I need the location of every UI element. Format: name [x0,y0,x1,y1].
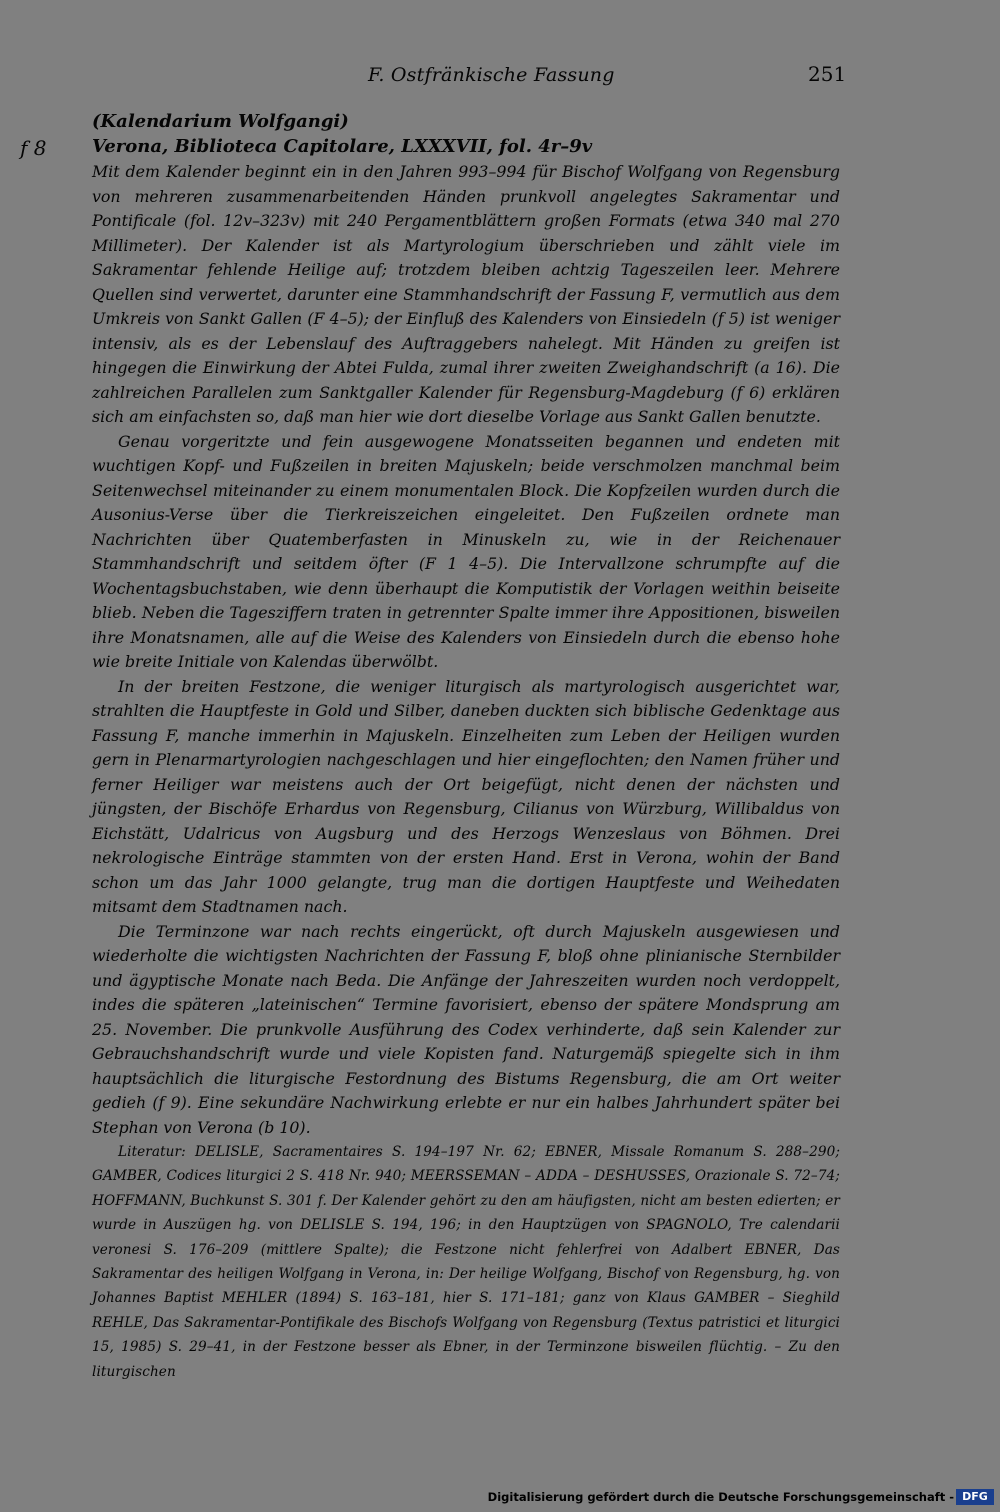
paragraph-description: Mit dem Kalender beginnt ein in den Jahren 993–994 für Bischof Wolfgang von Regensburg von mehreren zusammenarbeitenden Händen prunkvoll angelegtes Sakramentar und Pontificale (fol. 12v–323v) mit 240 Pergamentblättern großen Formats (etwa 340 mal 270 Millimeter). Der Kalender ist als Martyrologium überschrieben und zählt viele im Sakramentar fehlende Heilige auf; trotzdem bleiben achtzig Tageszeilen leer. Mehrere Quellen sind verwertet, darunter eine Stammhandschrift der Fassung F, vermutlich aus dem Umkreis von Sankt Gallen (F 4–5); der Einfluß des Kalenders von Einsiedeln (f 5) ist weniger intensiv, als es der Lebenslauf des Auftraggebers nahelegt. Mit Händen zu greifen ist hingegen die Einwirkung der Abtei Fulda, zumal ihrer zweiten Zweighandschrift (a 16). Die zahlreichen Parallelen zum Sanktgaller Kalender für Regensburg-Magdeburg (f 6) erklären sich am einfachsten so, daß man hier wie dort dieselbe Vorlage aus Sankt Gallen benutzte. [92,162,840,426]
entry-body [92,160,840,1384]
paragraph-festzone: In der breiten Festzone, die weniger liturgisch als martyrologisch ausgerichtet war, strahlten die Hauptfeste in Gold und Silber, daneben duckten sich biblische Gedenktage aus Fassung F, manche immerhin in Majuskeln. Einzelheiten zum Leben der Heiligen wurden gern in Plenarmartyrologien nachgeschlagen und hier eingeflochten; den Namen früher und ferner Heiliger war meistens auch der Ort beigefügt, nicht denen der nächsten und jüngsten, der Bischöfe Erhardus von Regensburg, Cilianus von Würzburg, Willibaldus von Eichstätt, Udalricus von Augsburg und des Herzogs Wenzeslaus von Böhmen. Drei nekrologische Einträge stammten von der ersten Hand. Erst in Verona, wohin der Band schon um das Jahr 1000 gelangte, trug man die dortigen Hauptfeste und Weihedaten mitsamt dem Stadtnamen nach. [92,676,840,916]
paragraph-layout: Genau vorgeritzte und fein ausgewogene Monatsseiten begannen und endeten mit wuchtigen Kopf- und Fußzeilen in breiten Majuskeln; beide verschmolzen manchmal beim Seitenwechsel miteinander zu einem monumentalen Block. Die Kopfzeilen wurden durch die Ausonius-Verse über die Tierkreiszeichen eingeleitet. Den Fußzeilen ordnete man Nachrichten über Quatemberfasten in Minuskeln zu, wie in der Reichenauer Stammhandschrift und seitdem öfter (F 1 4–5). Die Intervallzone schrumpfte auf die Wochentagsbuchstaben, wie denn überhaupt die Komputistik der Vorlagen weithin beiseite blieb. Neben die Tagesziffern traten in getrennter Spalte immer ihre Appositionen, bisweilen ihre Monatsnamen, alle auf die Weise des Kalenders von Einsiedeln durch die ebenso hohe wie breite Initiale von Kalendas überwölbt. [92,431,840,671]
paragraph-literature: Literatur: DELISLE, Sacramentaires S. 194–197 Nr. 62; EBNER, Missale Romanum S. 288–290; GAMBER, Codices liturgici 2 S. 418 Nr. 940; MEERSSEMAN – ADDA – DESHUSSES, Orazionale S. 72–74; HOFFMANN, Buchkunst S. 301 f. Der Kalender gehört zu den am häufigsten, nicht am besten edierten; er wurde in Auszügen hg. von DELISLE S. 194, 196; in den Hauptzügen von SPAGNOLO, Tre calendarii veronesi S. 176–209 (mittlere Spalte); die Festzone nicht fehlerfrei von Adalbert EBNER, Das Sakramentar des heiligen Wolfgang in Verona, in: Der heilige Wolfgang, Bischof von Regensburg, hg. von Johannes Baptist MEHLER (1894) S. 163–181, hier S. 171–181; ganz von Klaus GAMBER – Sieghild REHLE, Das Sakramentar-Pontifikale des Bischofs Wolfgang von Regensburg (Textus patristici et liturgici 15, 1985) S. 29–41, in der Festzone besser als Ebner, in der Terminzone bisweilen flüchtig. – Zu den liturgischen [92,1144,840,1380]
digitization-credit: Digitalisierung gefördert durch die Deutsche Forschungsgemeinschaft - [487,1490,954,1504]
page-number: 251 [808,62,847,86]
entry-siglum: f 8 [20,136,47,160]
manuscript-shelfmark: Verona, Biblioteca Capitolare, LXXXVII, fol. 4r–9v [92,136,593,157]
paragraph-terminzone: Die Terminzone war nach rechts eingerückt, oft durch Majuskeln ausgewiesen und wiederholte die wichtigsten Nachrichten der Fassung F, bloß ohne plinianische Sternbilder und ägyptische Monate nach Beda. Die Anfänge der Jahreszeiten wurden noch verdoppelt, indes die späteren „lateinischen“ Termine favorisiert, ebenso der spätere Mondsprung am 25. November. Die prunkvolle Ausführung des Codex verhinderte, daß sein Kalender zur Gebrauchshandschrift wurde und viele Kopisten fand. Naturgemäß spiegelte sich in ihm hauptsächlich die liturgische Festordnung des Bistums Regensburg, die am Ort weiter gedieh (f 9). Eine sekundäre Nachwirkung erlebte er nur ein halbes Jahrhundert später bei Stephan von Verona (b 10). [92,921,840,1137]
running-title: F. Ostfränkische Fassung [368,64,615,86]
dfg-logo: DFG [956,1489,994,1505]
entry-title: (Kalendarium Wolfgangi) [92,111,349,132]
